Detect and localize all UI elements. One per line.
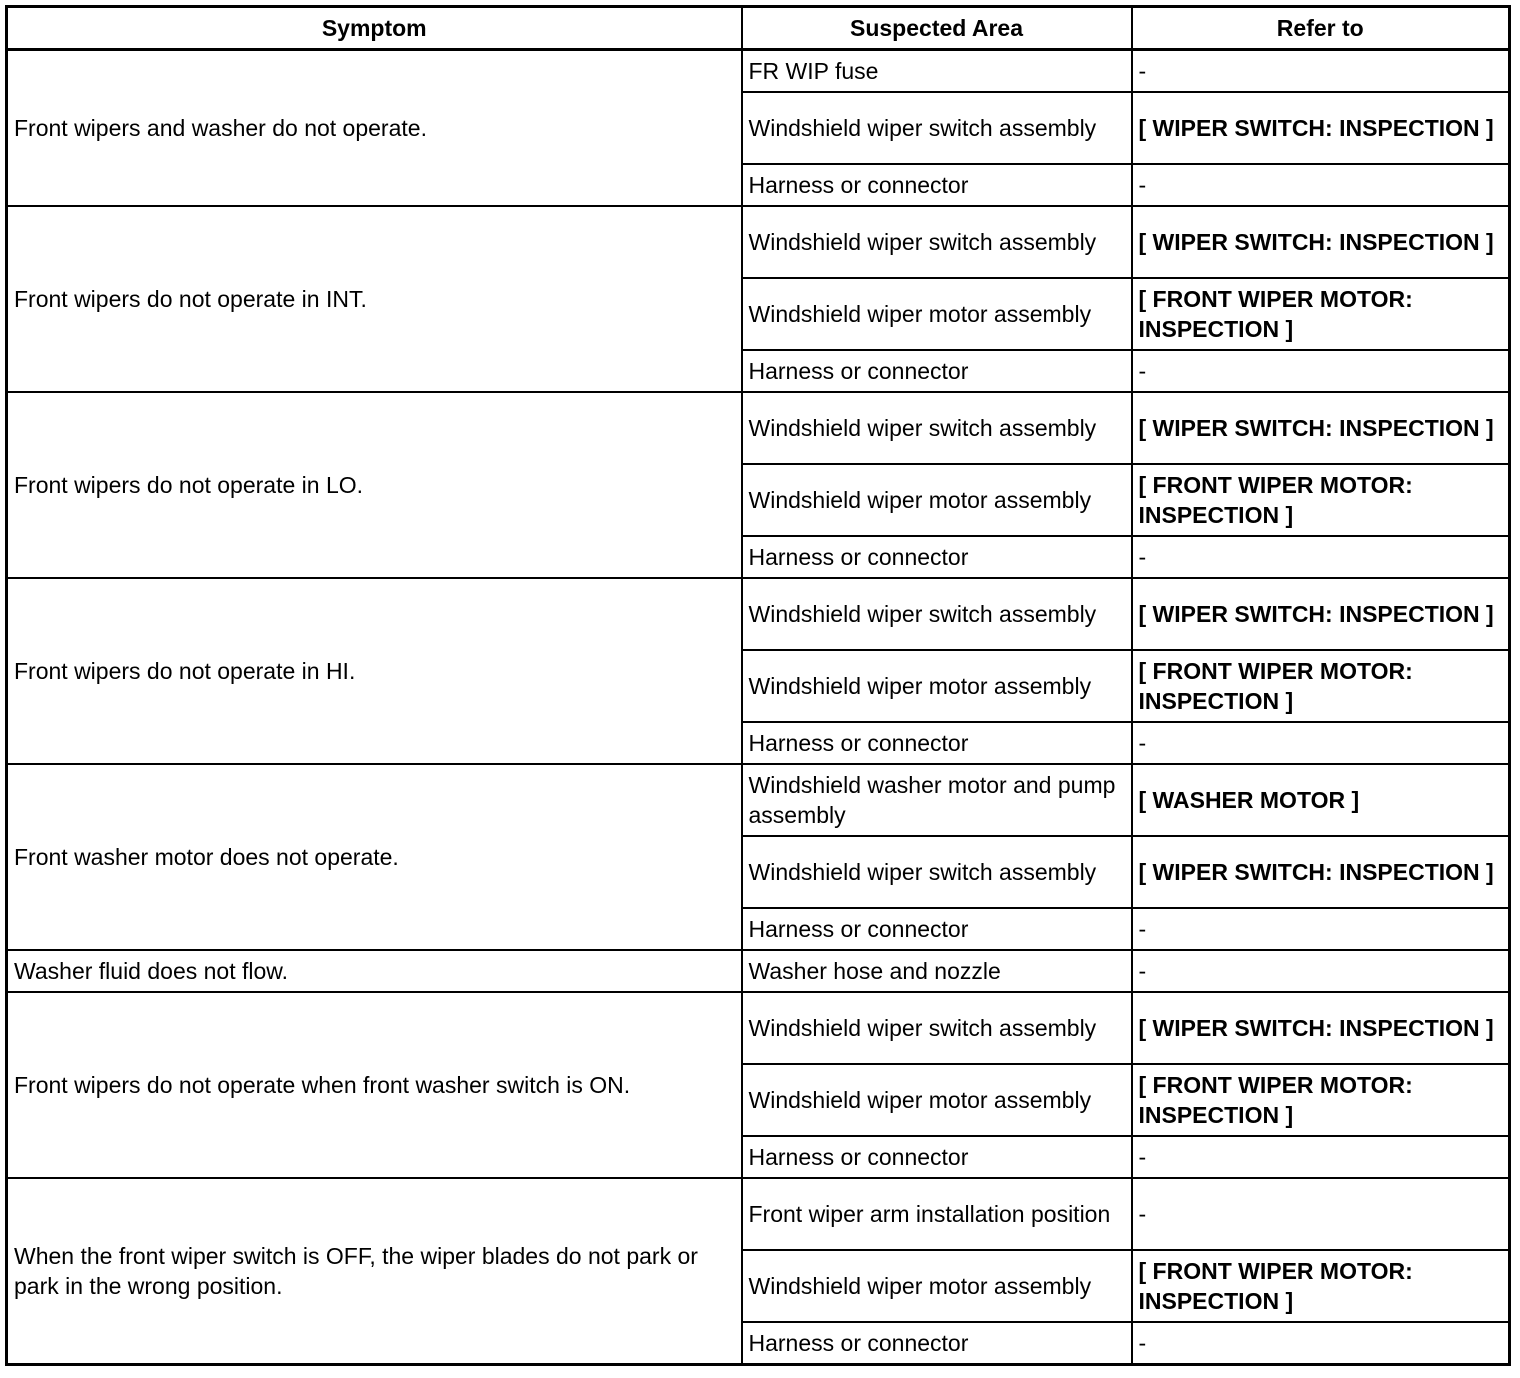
suspected-area-cell: Harness or connector	[742, 1322, 1132, 1365]
suspected-area-cell: FR WIP fuse	[742, 50, 1132, 93]
refer-to-cell: -	[1132, 1178, 1510, 1250]
suspected-area-cell: Harness or connector	[742, 350, 1132, 392]
refer-to-cell: -	[1132, 722, 1510, 764]
suspected-area-cell: Windshield wiper switch assembly	[742, 992, 1132, 1064]
suspected-area-cell: Windshield wiper motor assembly	[742, 464, 1132, 536]
suspected-area-cell: Windshield wiper switch assembly	[742, 92, 1132, 164]
suspected-area-cell: Washer hose and nozzle	[742, 950, 1132, 992]
suspected-area-cell: Harness or connector	[742, 908, 1132, 950]
symptom-group	[7, 950, 1510, 992]
refer-to-cell: -	[1132, 50, 1510, 93]
refer-to-link[interactable]: [ FRONT WIPER MOTOR: INSPECTION ]	[1132, 1064, 1510, 1136]
symptom-cell: Front wipers do not operate in LO.	[7, 392, 742, 578]
suspected-area-cell: Windshield wiper motor assembly	[742, 1250, 1132, 1322]
suspected-area-cell: Harness or connector	[742, 722, 1132, 764]
symptom-group	[7, 50, 1510, 207]
symptom-cell: Washer fluid does not flow.	[7, 950, 742, 992]
refer-to-link[interactable]: [ FRONT WIPER MOTOR: INSPECTION ]	[1132, 464, 1510, 536]
symptom-group	[7, 764, 1510, 950]
problem-symptoms-table	[5, 5, 1511, 1366]
symptom-group	[7, 206, 1510, 392]
refer-to-link[interactable]: [ FRONT WIPER MOTOR: INSPECTION ]	[1132, 1250, 1510, 1322]
refer-to-link[interactable]: [ WIPER SWITCH: INSPECTION ]	[1132, 992, 1510, 1064]
suspected-area-cell: Harness or connector	[742, 164, 1132, 206]
table-row	[7, 992, 1510, 1064]
table-row	[7, 578, 1510, 650]
suspected-area-cell: Windshield wiper switch assembly	[742, 392, 1132, 464]
refer-to-link[interactable]: [ WIPER SWITCH: INSPECTION ]	[1132, 392, 1510, 464]
table-row	[7, 50, 1510, 93]
refer-to-link[interactable]: [ WIPER SWITCH: INSPECTION ]	[1132, 206, 1510, 278]
symptom-cell: When the front wiper switch is OFF, the wiper blades do not park or park in the wrong position.	[7, 1178, 742, 1365]
table-row	[7, 392, 1510, 464]
refer-to-link[interactable]: [ WASHER MOTOR ]	[1132, 764, 1510, 836]
refer-to-link[interactable]: [ FRONT WIPER MOTOR: INSPECTION ]	[1132, 278, 1510, 350]
refer-to-cell: -	[1132, 350, 1510, 392]
table-row	[7, 206, 1510, 278]
header-suspected-area: Suspected Area	[742, 7, 1132, 50]
refer-to-link[interactable]: [ WIPER SWITCH: INSPECTION ]	[1132, 578, 1510, 650]
symptom-group	[7, 992, 1510, 1178]
suspected-area-cell: Windshield wiper switch assembly	[742, 578, 1132, 650]
suspected-area-cell: Windshield washer motor and pump assembly	[742, 764, 1132, 836]
suspected-area-cell: Windshield wiper switch assembly	[742, 206, 1132, 278]
symptom-cell: Front wipers and washer do not operate.	[7, 50, 742, 207]
table-row	[7, 764, 1510, 836]
symptom-group	[7, 392, 1510, 578]
suspected-area-cell: Windshield wiper switch assembly	[742, 836, 1132, 908]
refer-to-cell: -	[1132, 908, 1510, 950]
refer-to-cell: -	[1132, 164, 1510, 206]
refer-to-cell: -	[1132, 950, 1510, 992]
table-row	[7, 950, 1510, 992]
header-row	[7, 7, 1510, 50]
symptom-group	[7, 578, 1510, 764]
symptom-cell: Front wipers do not operate in HI.	[7, 578, 742, 764]
header-symptom: Symptom	[7, 7, 742, 50]
suspected-area-cell: Windshield wiper motor assembly	[742, 1064, 1132, 1136]
refer-to-link[interactable]: [ WIPER SWITCH: INSPECTION ]	[1132, 92, 1510, 164]
table-row	[7, 1178, 1510, 1250]
suspected-area-cell: Harness or connector	[742, 536, 1132, 578]
refer-to-cell: -	[1132, 1322, 1510, 1365]
refer-to-link[interactable]: [ FRONT WIPER MOTOR: INSPECTION ]	[1132, 650, 1510, 722]
refer-to-link[interactable]: [ WIPER SWITCH: INSPECTION ]	[1132, 836, 1510, 908]
symptom-group	[7, 1178, 1510, 1365]
symptom-cell: Front wipers do not operate when front washer switch is ON.	[7, 992, 742, 1178]
suspected-area-cell: Harness or connector	[742, 1136, 1132, 1178]
header-refer-to: Refer to	[1132, 7, 1510, 50]
suspected-area-cell: Windshield wiper motor assembly	[742, 278, 1132, 350]
symptom-cell: Front wipers do not operate in INT.	[7, 206, 742, 392]
suspected-area-cell: Windshield wiper motor assembly	[742, 650, 1132, 722]
suspected-area-cell: Front wiper arm installation position	[742, 1178, 1132, 1250]
symptom-cell: Front washer motor does not operate.	[7, 764, 742, 950]
refer-to-cell: -	[1132, 536, 1510, 578]
refer-to-cell: -	[1132, 1136, 1510, 1178]
